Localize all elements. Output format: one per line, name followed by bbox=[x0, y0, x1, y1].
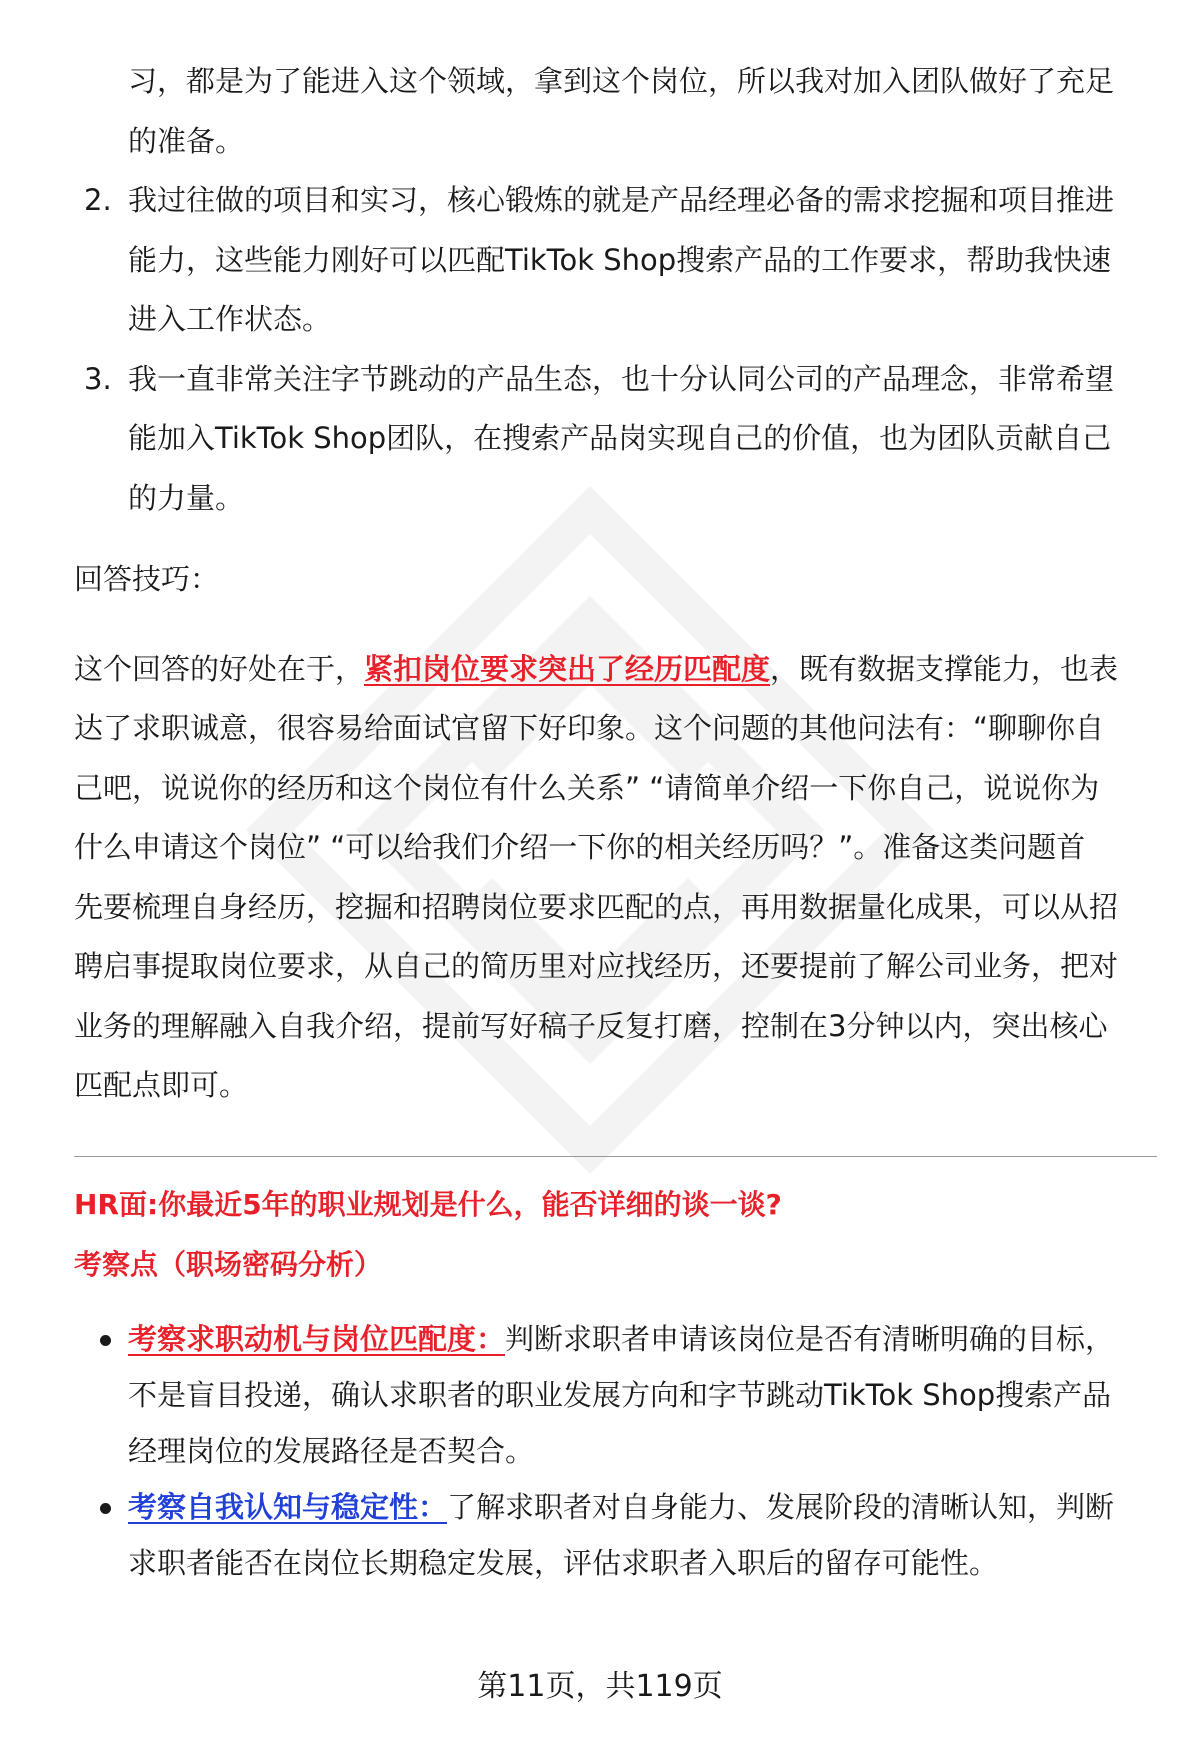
list-number: 3. bbox=[84, 361, 112, 396]
list-item bbox=[74, 350, 1144, 529]
text-line: 求职者能否在岗位长期稳定发展，评估求职者入职后的留存可能性。 bbox=[128, 1545, 999, 1580]
bullet-dot-icon bbox=[100, 1335, 111, 1346]
text-line: 的准备。 bbox=[128, 123, 245, 158]
section-divider bbox=[74, 1156, 1157, 1157]
answer-highlight: 紧扣岗位要求突出了经历匹配度 bbox=[364, 651, 771, 686]
text-line: 我一直非常关注字节跳动的产品生态，也十分认同公司的产品理念，非常希望 bbox=[128, 361, 1115, 396]
text-line: 的力量。 bbox=[128, 480, 245, 515]
bullet-item bbox=[74, 1479, 1144, 1591]
answer-prefix: 这个回答的好处在于， bbox=[74, 651, 365, 686]
text-line: 进入工作状态。 bbox=[128, 302, 332, 336]
tips-label: 回答技巧： bbox=[74, 562, 220, 596]
text-line: 什么申请这个岗位” “可以给我们介绍一下你的相关经历吗？”。准备这类问题首 bbox=[74, 830, 1086, 864]
text-line: 己吧，说说你的经历和这个岗位有什么关系” “请简单介绍一下你自己，说说你为 bbox=[74, 770, 1100, 805]
bullet-highlight: 考察求职动机与岗位匹配度： bbox=[128, 1321, 506, 1356]
text-line: 能力，这些能力刚好可以匹配TikTok Shop搜索产品的工作要求，帮助我快速 bbox=[128, 242, 1112, 277]
bullet-list bbox=[74, 1311, 1144, 1591]
answer-suffix: ，既有数据支撑能力，也表 bbox=[770, 651, 1119, 686]
text-line bbox=[74, 640, 1144, 700]
bullet-text: 了解求职者对自身能力、发展阶段的清晰认知，判断 bbox=[447, 1489, 1115, 1524]
answer-paragraph bbox=[74, 640, 1144, 1116]
text-line: 能加入TikTok Shop团队，在搜索产品岗实现自己的价值，也为团队贡献自己 bbox=[128, 421, 1112, 455]
page-footer: 第11页，共119页 bbox=[477, 1669, 723, 1704]
text-line: 业务的理解融入自我介绍，提前写好稿子反复打磨，控制在3分钟以内，突出核心 bbox=[74, 1008, 1108, 1043]
text-line: 我过往做的项目和实习，核心锻炼的就是产品经理必备的需求挖掘和项目推进 bbox=[128, 183, 1115, 217]
text-line bbox=[128, 1479, 1144, 1535]
bullet-text: 判断求职者申请该岗位是否有清晰明确的目标， bbox=[505, 1321, 1115, 1356]
text-line: 习，都是为了能进入这个领域，拿到这个岗位，所以我对加入团队做好了充足 bbox=[128, 64, 1115, 98]
text-line: 先要梳理自身经历，挖掘和招聘岗位要求匹配的点，再用数据量化成果，可以从招 bbox=[74, 889, 1119, 924]
bullet-dot-icon bbox=[100, 1503, 111, 1514]
document-content bbox=[74, 52, 1144, 1591]
text-line: 不是盲目投递，确认求职者的职业发展方向和字节跳动TikTok Shop搜索产品 bbox=[128, 1377, 1112, 1412]
analysis-heading: 考察点（职场密码分析） bbox=[74, 1247, 383, 1281]
bullet-highlight: 考察自我认知与稳定性： bbox=[128, 1489, 448, 1524]
question-heading: HR面:你最近5年的职业规划是什么，能否详细的谈一谈? bbox=[74, 1187, 782, 1221]
text-line: 聘启事提取岗位要求，从自己的简历里对应找经历，还要提前了解公司业务，把对 bbox=[74, 949, 1119, 983]
text-line: 达了求职诚意，很容易给面试官留下好印象。这个问题的其他问法有：“聊聊你自 bbox=[74, 711, 1105, 745]
list-number: 2. bbox=[84, 183, 112, 217]
text-line: 经理岗位的发展路径是否契合。 bbox=[128, 1433, 535, 1468]
numbered-list bbox=[74, 171, 1144, 528]
list-item bbox=[74, 171, 1144, 350]
text-line bbox=[128, 1311, 1144, 1367]
text-line: 匹配点即可。 bbox=[74, 1068, 249, 1102]
continuation-block bbox=[74, 52, 1144, 171]
bullet-item bbox=[74, 1311, 1144, 1479]
